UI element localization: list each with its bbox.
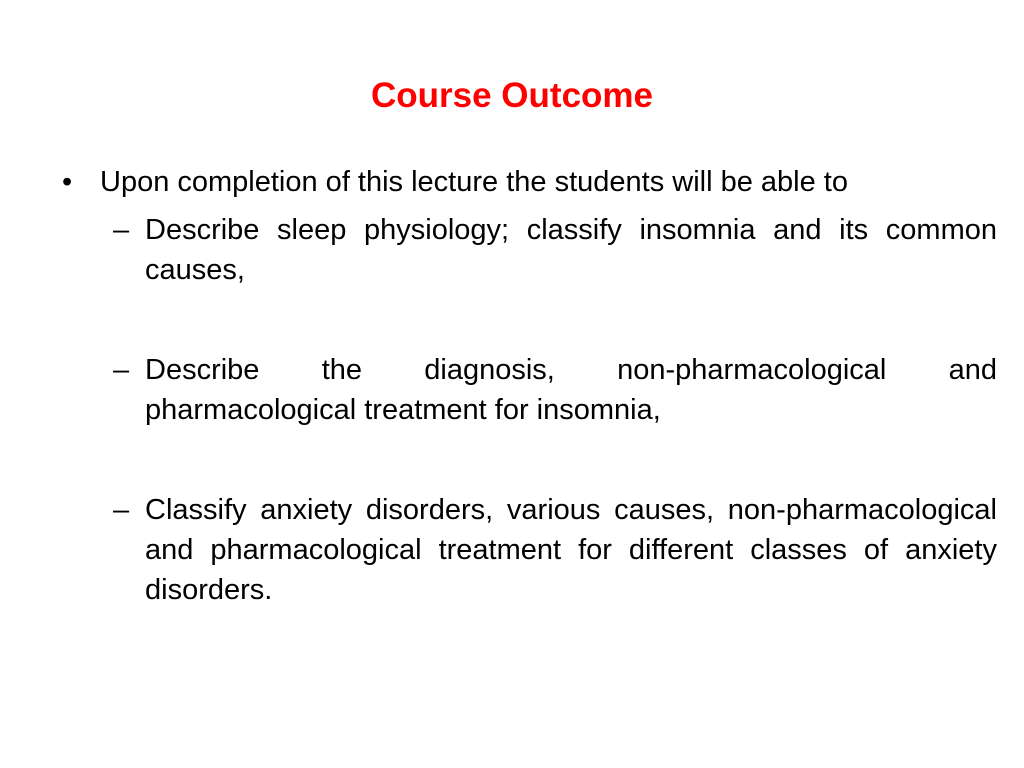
dash-icon: – <box>113 354 130 386</box>
bullet-icon: • <box>62 166 73 198</box>
slide-title: Course Outcome <box>371 76 653 115</box>
outcome-text: Describe the diagnosis, non-pharmacological and pharmacological treatment for insomnia, <box>145 354 997 426</box>
dash-icon: – <box>113 214 130 246</box>
intro-text: Upon completion of this lecture the students will be able to <box>100 166 848 198</box>
dash-icon: – <box>113 494 130 526</box>
outcome-text: Describe sleep physiology; classify insomnia and its common causes, <box>145 214 997 286</box>
outcome-text: Classify anxiety disorders, various causes, non-pharmacological and pharmacological treatment for different classes of anxiety disorders. <box>145 494 997 606</box>
